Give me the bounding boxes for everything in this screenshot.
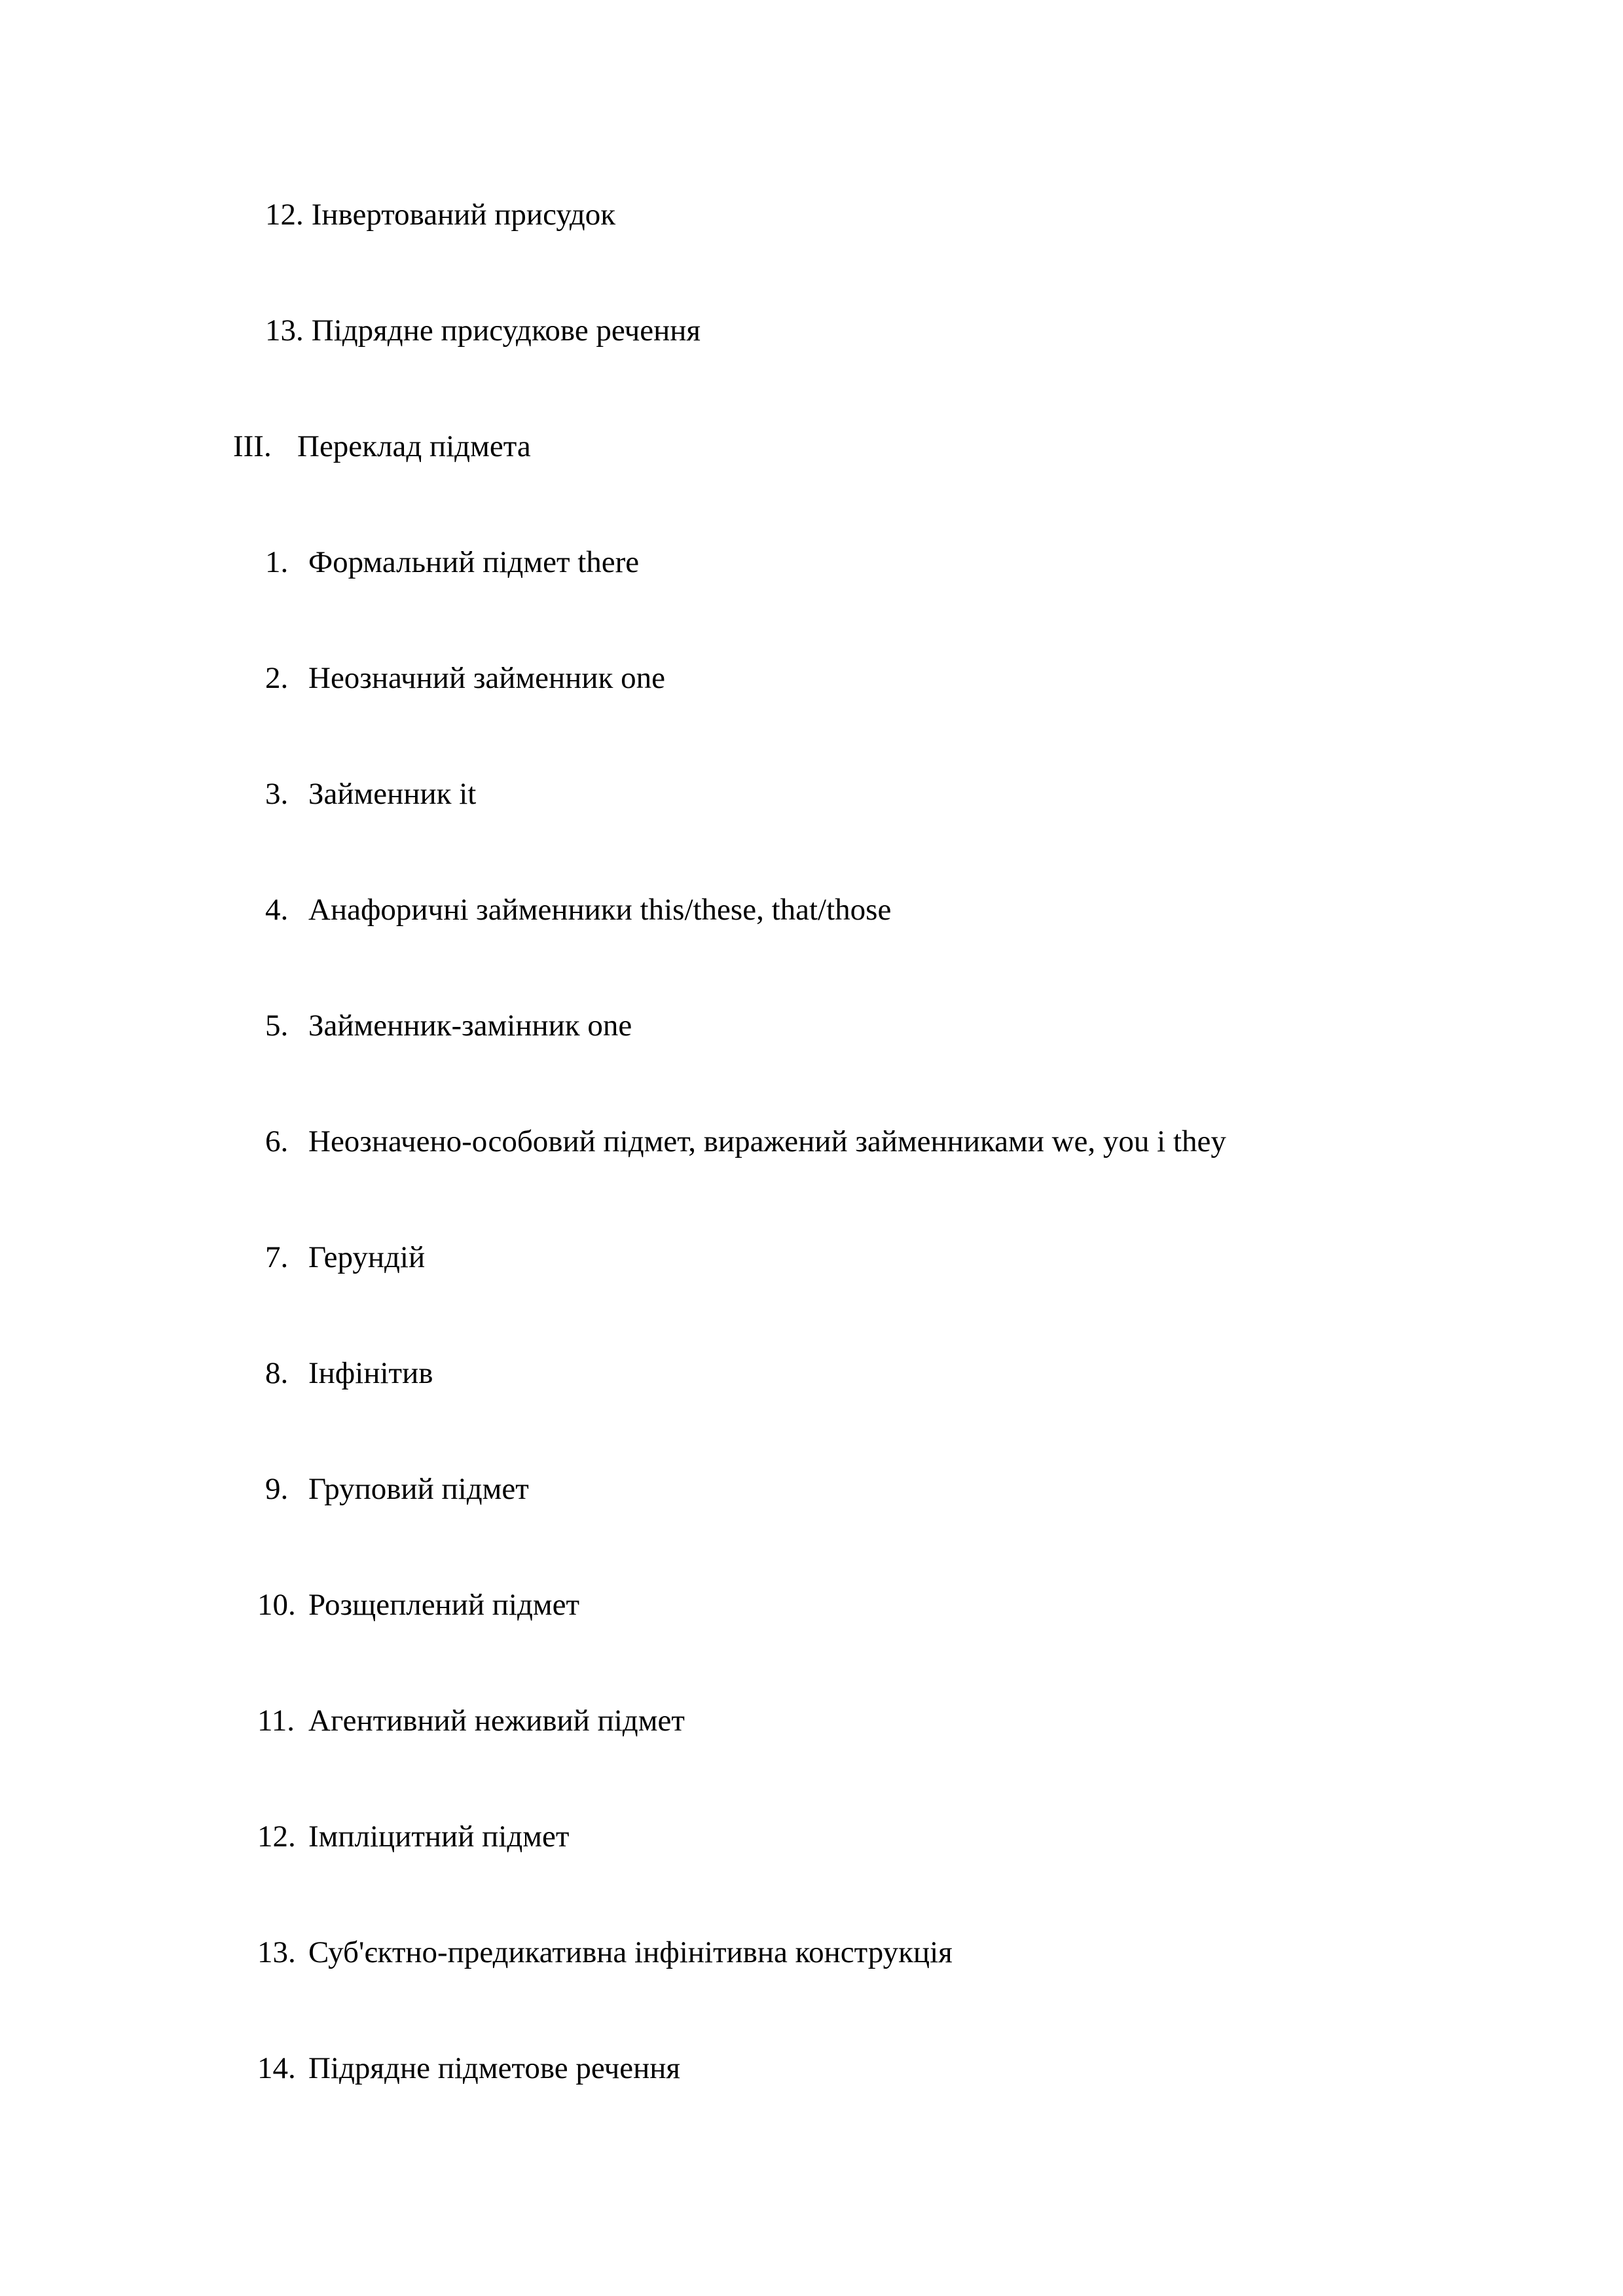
list-item <box>257 2049 680 2088</box>
item-text: Груповий підмет <box>308 1472 529 1506</box>
list-item <box>265 195 615 234</box>
item-text: Підрядне підметове речення <box>308 2051 680 2085</box>
item-text: Суб'єктно-предикативна інфінітивна конструкція <box>308 1935 953 1969</box>
section-heading <box>233 427 531 466</box>
item-number: 9. <box>265 1472 289 1506</box>
item-text: Розщеплений підмет <box>308 1588 580 1622</box>
list-item <box>257 1817 569 1856</box>
list-item <box>265 774 476 814</box>
list-item <box>265 1469 529 1509</box>
item-text: Формальний підмет there <box>308 545 640 579</box>
item-text: Герундій <box>308 1240 426 1274</box>
item-number: 6. <box>265 1124 289 1158</box>
item-number: 3. <box>265 777 289 811</box>
section-title: Переклад підмета <box>297 429 531 463</box>
item-number: 10. <box>257 1588 296 1622</box>
item-text: Інфінітив <box>308 1356 433 1390</box>
item-number: 13. <box>257 1935 296 1969</box>
item-text: Неозначено-особовий підмет, виражений займенниками we, you і they <box>308 1124 1226 1158</box>
item-number: 12. <box>257 1820 296 1854</box>
item-number: 5. <box>265 1009 289 1043</box>
item-text: Займенник-замінник one <box>308 1009 632 1043</box>
item-number: 13. <box>265 314 304 348</box>
list-item <box>265 658 665 698</box>
item-text: Підрядне присудкове речення <box>311 314 701 348</box>
list-item <box>265 1238 425 1277</box>
list-item <box>257 1701 685 1740</box>
item-number: 14. <box>257 2051 296 2085</box>
item-text: Займенник it <box>308 777 477 811</box>
item-number: 4. <box>265 893 289 927</box>
item-number: 1. <box>265 545 289 579</box>
item-text: Агентивний неживий підмет <box>308 1704 685 1738</box>
list-item <box>265 311 701 350</box>
item-text: Неозначний займенник one <box>308 661 665 695</box>
list-item <box>265 1122 1226 1161</box>
item-number: 12. <box>265 198 304 232</box>
item-text: Анафоричні займенники this/these, that/those <box>308 893 892 927</box>
list-item <box>257 1933 953 1972</box>
item-text: Імпліцитний підмет <box>308 1820 570 1854</box>
item-number: 8. <box>265 1356 289 1390</box>
item-number: 7. <box>265 1240 289 1274</box>
list-item <box>265 890 891 929</box>
item-number: 2. <box>265 661 289 695</box>
item-text: Інвертований присудок <box>311 198 616 232</box>
section-number: ІІІ. <box>233 429 272 463</box>
list-item <box>265 1354 433 1393</box>
list-item <box>257 1585 579 1624</box>
list-item <box>265 543 639 582</box>
item-number: 11. <box>257 1704 295 1738</box>
list-item <box>265 1006 632 1045</box>
